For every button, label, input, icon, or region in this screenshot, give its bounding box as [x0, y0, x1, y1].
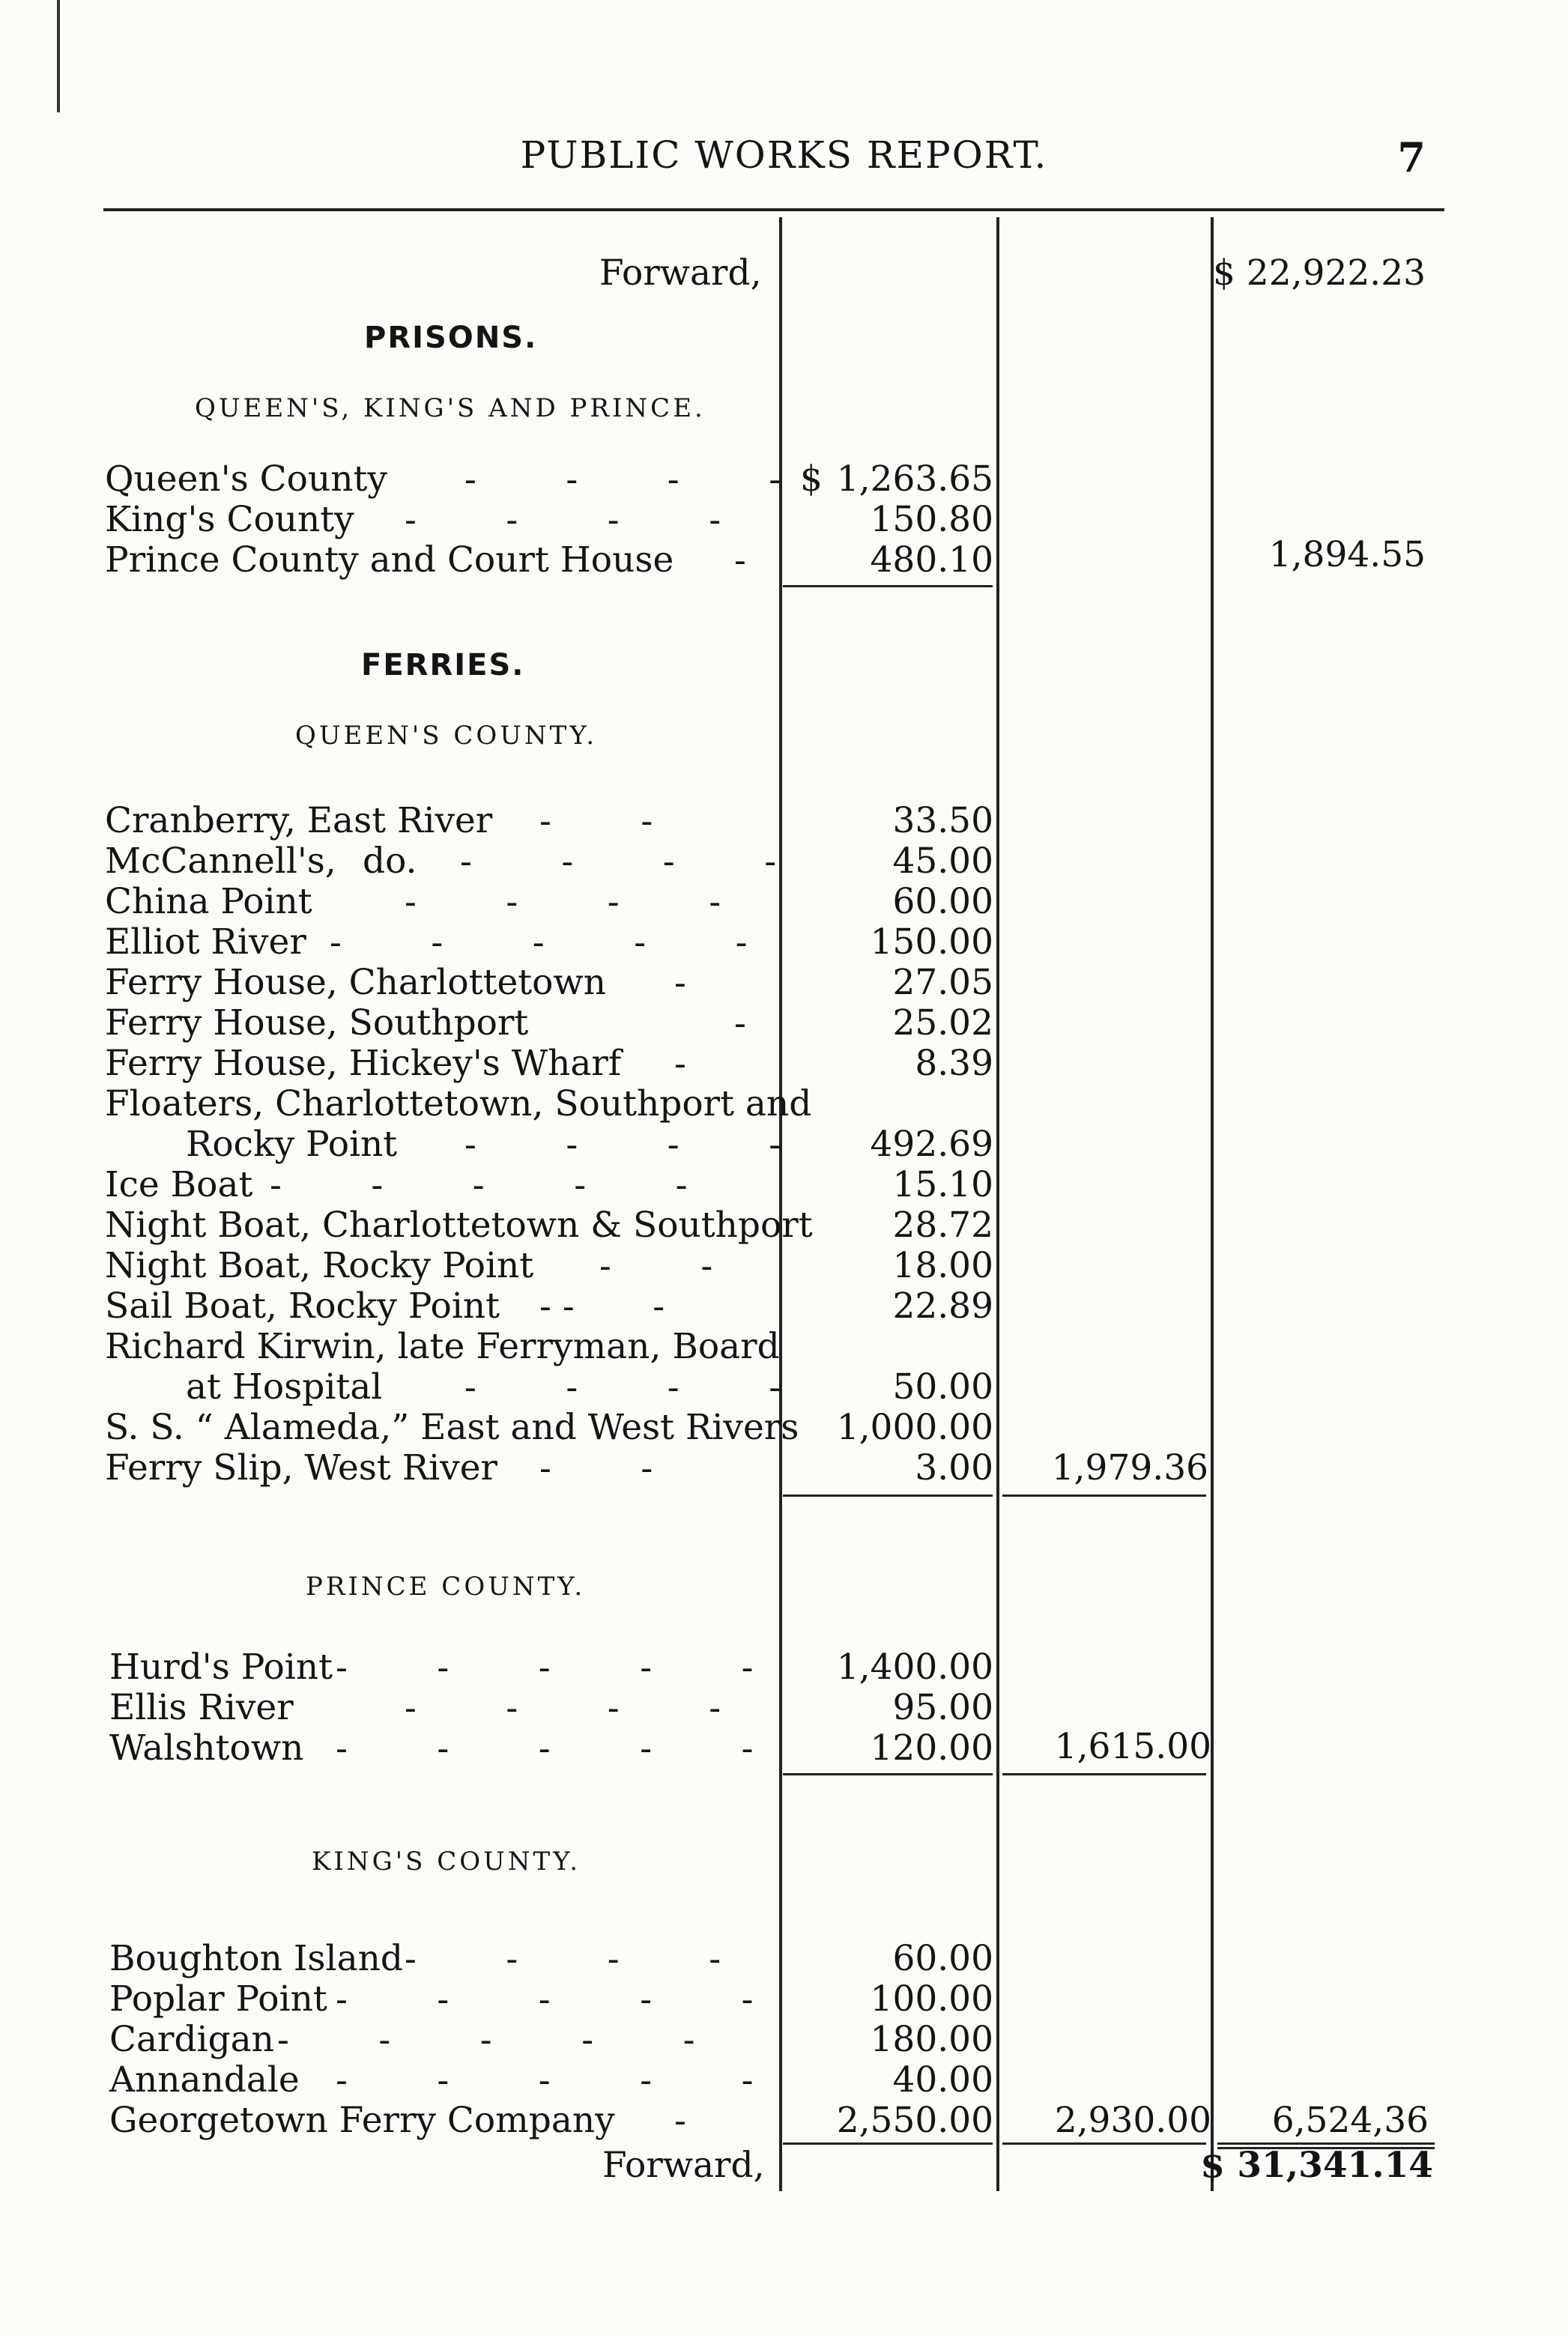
ferry-row-label: Elliot River — [105, 921, 306, 963]
ferry-row-label: Walshtown — [109, 1727, 304, 1769]
ferry-row-amount: 1,400.00 — [836, 1647, 993, 1688]
ferry-row-amount: 60.00 — [892, 881, 993, 922]
leader-dashes: - - - - — [460, 841, 777, 882]
ferry-row-amount: 8.39 — [915, 1043, 993, 1084]
page-number: 7 — [1397, 133, 1426, 181]
ferry-row-amount: 15.10 — [892, 1164, 993, 1205]
forward-amount-top: $ 22,922.23 — [1212, 252, 1426, 294]
ferry-row-amount: 33.50 — [892, 800, 993, 841]
ferry-row-label: Richard Kirwin, late Ferryman, Board — [105, 1326, 780, 1367]
prison-row-amount: 150.80 — [870, 499, 993, 540]
subtotal-rule — [1002, 2142, 1206, 2145]
leader-dashes: - - - - - — [270, 1165, 688, 1206]
kings-county-subheading: KING'S COUNTY. — [312, 1847, 581, 1877]
prince-county-subheading: PRINCE COUNTY. — [306, 1572, 586, 1602]
forward-label-top: Forward, — [599, 252, 762, 294]
prisons-subheading: QUEEN'S, KING'S AND PRINCE. — [195, 393, 706, 423]
subtotal-rule — [1002, 1494, 1206, 1497]
ferry-row-amount: 40.00 — [892, 2059, 993, 2101]
leader-dashes: - - - - — [405, 882, 721, 923]
ferry-row-amount: 45.00 — [892, 841, 993, 882]
ferry-row-label: Georgetown Ferry Company — [109, 2100, 615, 2141]
ferry-row-label: Sail Boat, Rocky Point — [105, 1285, 500, 1327]
ferry-row-label: Ellis River — [109, 1687, 294, 1728]
dollar-sign: $ — [800, 458, 823, 500]
ferry-row-amount: 3.00 — [915, 1447, 993, 1488]
ferry-row-label: Ferry Slip, West River — [105, 1447, 497, 1488]
ferry-row-amount: 492.69 — [870, 1124, 993, 1165]
ferry-row-amount: 120.00 — [870, 1727, 993, 1769]
ferry-row-label: Ferry House, Hickey's Wharf — [105, 1043, 622, 1084]
page-title: PUBLIC WORKS REPORT. — [520, 133, 1048, 177]
ferry-row-label: Poplar Point — [109, 1978, 327, 2020]
ferry-row-label: Ice Boat — [105, 1164, 253, 1205]
leader-dashes: - - - - - — [336, 1647, 754, 1689]
ferry-row-amount: 60.00 — [892, 1938, 993, 1979]
leader-dashes: - - — [599, 1246, 713, 1287]
leader-dashes: - - - - — [464, 1124, 781, 1166]
leader-dashes: - - - - - — [336, 1979, 754, 2020]
leader-dashes: - — [674, 2101, 686, 2142]
leader-dashes: - - - - - — [336, 1728, 754, 1769]
leader-dashes: - - - - - — [330, 922, 748, 963]
prison-row-amount: 1,263.65 — [836, 458, 993, 500]
queens-ferries-subtotal: 1,979.36 — [1051, 1447, 1208, 1488]
ferry-row-label-continued: Rocky Point — [186, 1124, 398, 1165]
ferry-row-amount: 2,550.00 — [836, 2100, 993, 2141]
ferry-row-amount: 18.00 — [892, 1245, 993, 1286]
ditto-label: do. — [363, 841, 417, 882]
ferry-row-label: Hurd's Point — [109, 1647, 333, 1688]
column-divider-2 — [996, 217, 999, 2191]
ferry-row-label: Annandale — [109, 2059, 300, 2101]
ferry-row-amount: 25.02 — [892, 1002, 993, 1044]
subtotal-rule — [783, 585, 993, 587]
leader-dashes: - - - — [539, 1286, 665, 1327]
ferry-row-amount: 180.00 — [870, 2019, 993, 2060]
prison-row-amount: 480.10 — [870, 539, 993, 581]
ferry-row-label: S. S. “ Alameda,” East and West Rivers — [105, 1407, 799, 1448]
prisons-heading: PRISONS. — [364, 321, 538, 355]
prison-row-label: King's County — [105, 499, 354, 540]
leader-dashes: - - — [539, 801, 653, 842]
subtotal-rule — [783, 1773, 993, 1775]
leader-dashes: - - — [539, 1448, 653, 1489]
leader-dashes: - - - - — [405, 1688, 721, 1729]
subtotal-rule — [1002, 1773, 1206, 1775]
ferry-row-label: Ferry House, Southport — [105, 1002, 529, 1044]
header-rule — [103, 208, 1444, 211]
leader-dashes: - — [734, 1003, 746, 1044]
leader-dashes: - — [674, 1044, 686, 1085]
ferry-row-label: McCannell's, — [105, 841, 336, 882]
leader-dashes: - — [734, 540, 746, 581]
queens-county-subheading: QUEEN'S COUNTY. — [295, 721, 598, 751]
ferry-row-amount: 150.00 — [870, 921, 993, 963]
ferry-row-amount: 1,000.00 — [836, 1407, 993, 1448]
ferry-row-amount: 100.00 — [870, 1978, 993, 2020]
leader-dashes: - - - - — [405, 500, 721, 541]
leader-dashes: - - - - — [405, 1939, 721, 1980]
ferry-row-label: Cardigan — [109, 2019, 274, 2060]
ferry-row-amount: 50.00 — [892, 1366, 993, 1408]
ferry-row-label: Floaters, Charlottetown, Southport and — [105, 1083, 812, 1124]
leader-dashes: - - - - — [464, 1367, 781, 1408]
kings-ferries-subtotal: 2,930.00 — [1054, 2100, 1211, 2141]
margin-line — [57, 0, 60, 112]
prince-ferries-subtotal: 1,615.00 — [1054, 1726, 1211, 1767]
ferry-row-amount: 22.89 — [892, 1285, 993, 1327]
leader-dashes: - - - - - — [336, 2060, 754, 2101]
ferry-row-label: China Point — [105, 881, 312, 922]
ferry-row-amount: 95.00 — [892, 1687, 993, 1728]
ferry-row-label-continued: at Hospital — [186, 1366, 383, 1408]
ferry-row-label: Cranberry, East River — [105, 800, 493, 841]
subtotal-rule — [783, 1494, 993, 1497]
leader-dashes: - - - - — [464, 459, 781, 500]
ferry-row-label: Night Boat, Rocky Point — [105, 1245, 534, 1286]
ferry-row-amount: 28.72 — [892, 1205, 993, 1246]
forward-amount-bottom: $ 31,341.14 — [1200, 2145, 1433, 2186]
leader-dashes: - - - - - — [277, 2020, 695, 2061]
leader-dashes: - — [674, 963, 686, 1004]
ferry-row-label: Ferry House, Charlottetown — [105, 962, 606, 1003]
subtotal-rule — [783, 2142, 993, 2145]
prison-row-label: Prince County and Court House — [105, 539, 674, 581]
prison-row-label: Queen's County — [105, 458, 387, 500]
ferry-row-label: Night Boat, Charlottetown & Southport — [105, 1205, 813, 1246]
forward-label-bottom: Forward, — [602, 2145, 765, 2186]
prisons-total: 1,894.55 — [1268, 534, 1426, 575]
ferry-row-label: Boughton Island — [109, 1938, 403, 1979]
ferry-row-amount: 27.05 — [892, 962, 993, 1003]
ferries-total: 6,524,36 — [1271, 2100, 1429, 2141]
column-divider-3 — [1211, 217, 1214, 2191]
ferries-heading: FERRIES. — [361, 648, 525, 682]
